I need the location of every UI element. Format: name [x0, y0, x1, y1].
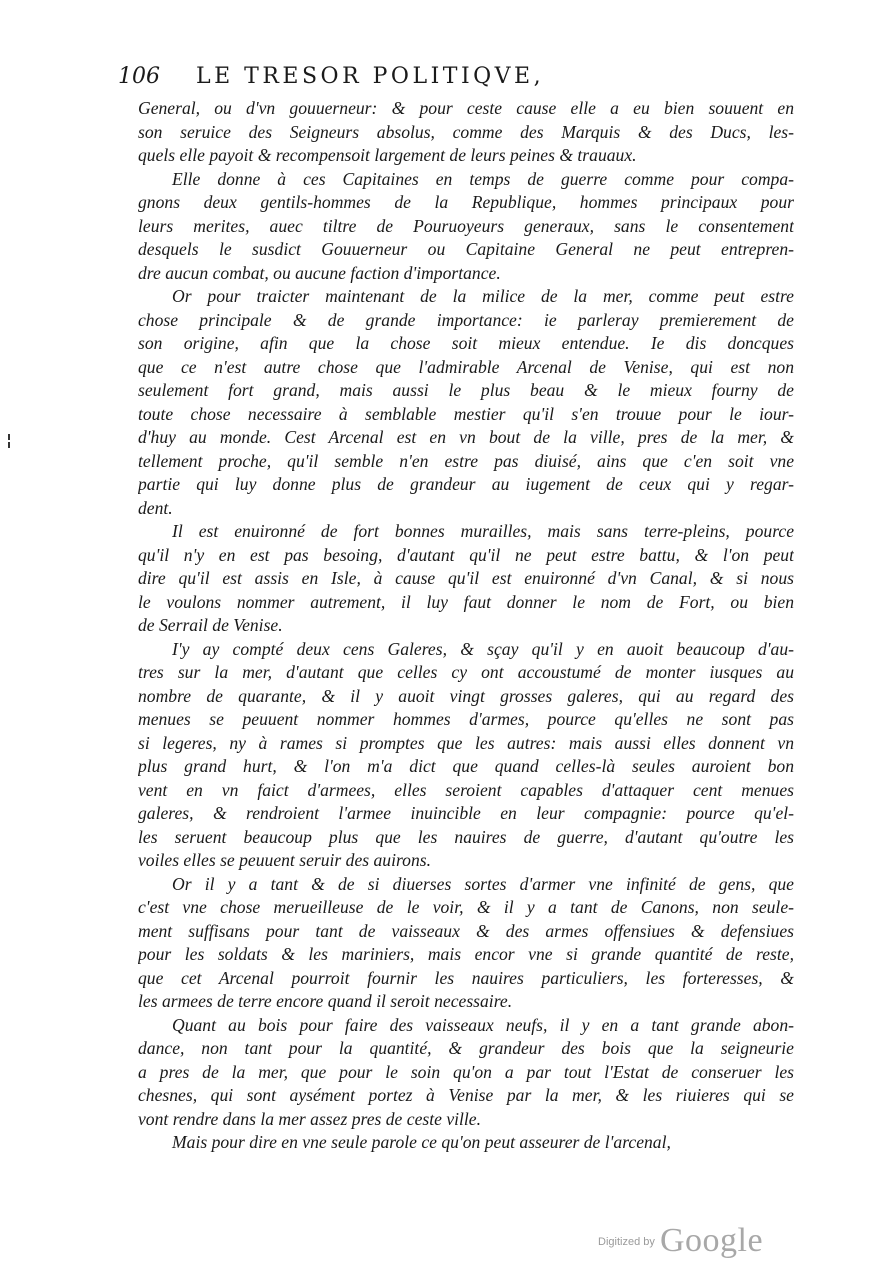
paragraph [138, 168, 794, 286]
paragraph [138, 873, 794, 1014]
text-line: tellement proche, qu'il semble n'en estre pas diuisé, ains que c'en soit vne [138, 450, 794, 471]
text-line: General, ou d'vn gouuerneur: & pour ceste cause elle a eu bien souuent en [138, 98, 794, 118]
text-line: Or il y a tant & de si diuerses sortes d'armer vne infinité de gens, que [172, 873, 794, 894]
text-line: Elle donne à ces Capitaines en temps de guerre comme pour compa- [172, 168, 794, 189]
text-line: chose principale & de grande importance: ie parleray premierement de [138, 309, 794, 330]
text-line: de Serrail de Venise. [138, 615, 283, 635]
text-line: le voulons nommer autrement, il luy faut donner le nom de Fort, ou bien [138, 591, 794, 612]
paragraph [138, 1131, 794, 1155]
paragraph [138, 520, 794, 638]
text-line: c'est vne chose merueilleuse de le voir, & il y a tant de Canons, non seule- [138, 897, 794, 917]
text-line: nombre de quarante, & il y auoit vingt grosses galeres, qui au regard des [138, 685, 794, 706]
text-line: gnons deux gentils-hommes de la Republique, hommes principaux pour [138, 192, 794, 212]
text-line: chesnes, qui sont aysément portez à Venise par la mer, & les riuieres qui se [138, 1085, 794, 1105]
text-line: vent en vn faict d'armees, elles seroient capables d'attaquer cent menues [138, 779, 794, 800]
text-line: que cet Arcenal pourroit fournir les nauires particuliers, les forteresses, & [138, 967, 794, 988]
text-line: galeres, & rendroient l'armee inuincible en leur compagnie: pource qu'el- [138, 803, 794, 823]
text-line: son origine, afin que la chose soit mieux entendue. Ie dis doncques [138, 333, 794, 353]
text-line: que ce n'est autre chose que l'admirable Arcenal de Venise, qui est non [138, 356, 794, 377]
google-logo: Google [659, 1222, 764, 1259]
text-line: Or pour traicter maintenant de la milice de la mer, comme peut estre [172, 286, 794, 306]
text-line: voiles elles se peuuent seruir des auirons. [138, 850, 432, 870]
text-line: qu'il n'y en est pas besoing, d'autant qu'il ne peut estre battu, & l'on peut [138, 544, 794, 565]
paragraph [138, 638, 794, 873]
text-line: tres sur la mer, d'autant que celles cy ont accoustumé de monter iusques au [138, 662, 794, 682]
text-line: toute chose necessaire à semblable mestier qu'il s'en trouue pour le iour- [138, 403, 794, 424]
text-line: leurs merites, auec tiltre de Pouruoyeurs generaux, sans le consentement [138, 215, 794, 236]
paragraph [138, 285, 794, 520]
text-line: seulement fort grand, mais aussi le plus beau & le mieux fourny de [138, 380, 794, 400]
text-line: les armees de terre encore quand il seroit necessaire. [138, 991, 513, 1011]
digitized-watermark [598, 1222, 763, 1262]
paragraph [138, 97, 794, 168]
text-line: pour les soldats & les mariniers, mais encor vne si grande quantité de reste, [138, 944, 794, 964]
text-line: quels elle payoit & recompensoit largement de leurs peines & trauaux. [138, 145, 637, 165]
text-line: I'y ay compté deux cens Galeres, & sçay qu'il y en auoit beaucoup d'au- [172, 638, 794, 659]
text-line: Quant au bois pour faire des vaisseaux neufs, il y en a tant grande abon- [172, 1014, 794, 1035]
text-line: si legeres, ny à rames si promptes que les autres: mais aussi elles donnent vn [138, 732, 794, 753]
text-line: dent. [138, 497, 173, 518]
running-title: LE TRESOR POLITIQVE, [196, 64, 545, 89]
margin-mark [6, 432, 12, 454]
text-line: a pres de la mer, que pour le soin qu'on a par tout l'Estat de conseruer les [138, 1061, 794, 1082]
text-line: d'huy au monde. Cest Arcenal est en vn bout de la ville, pres de la mer, & [138, 427, 794, 447]
page-number: 106 [118, 64, 160, 89]
text-line: son seruice des Seigneurs absolus, comme des Marquis & des Ducs, les- [138, 121, 794, 142]
body-text [138, 97, 794, 1155]
text-line: partie qui luy donne plus de grandeur au iugement de ceux qui y regar- [138, 474, 794, 494]
text-line: dance, non tant pour la quantité, & grandeur des bois que la seigneurie [138, 1038, 794, 1058]
paragraph [138, 1014, 794, 1132]
text-line: vont rendre dans la mer assez pres de ceste ville. [138, 1108, 482, 1129]
text-line: desquels le susdict Gouuerneur ou Capitaine General ne peut entrepren- [138, 239, 794, 259]
text-line: plus grand hurt, & l'on m'a dict que quand celles-là seules auroient bon [138, 756, 794, 776]
text-line: dire qu'il est assis en Isle, à cause qu'il est enuironné d'vn Canal, & si nous [138, 568, 794, 588]
text-line: menues se peuuent nommer hommes d'armes, pource qu'elles ne sont pas [138, 709, 794, 729]
watermark-prefix: Digitized by [598, 1236, 655, 1248]
text-line: ment suffisans pour tant de vaisseaux & des armes offensiues & defensiues [138, 920, 794, 941]
text-line: dre aucun combat, ou aucune faction d'importance. [138, 262, 501, 283]
text-line: les seruent beaucoup plus que les nauires de guerre, d'autant qu'outre les [138, 826, 794, 847]
text-line: Il est enuironné de fort bonnes murailles, mais sans terre-pleins, pource [172, 521, 794, 541]
running-head [118, 64, 678, 94]
text-line: Mais pour dire en vne seule parole ce qu'on peut asseurer de l'arcenal, [172, 1132, 671, 1152]
